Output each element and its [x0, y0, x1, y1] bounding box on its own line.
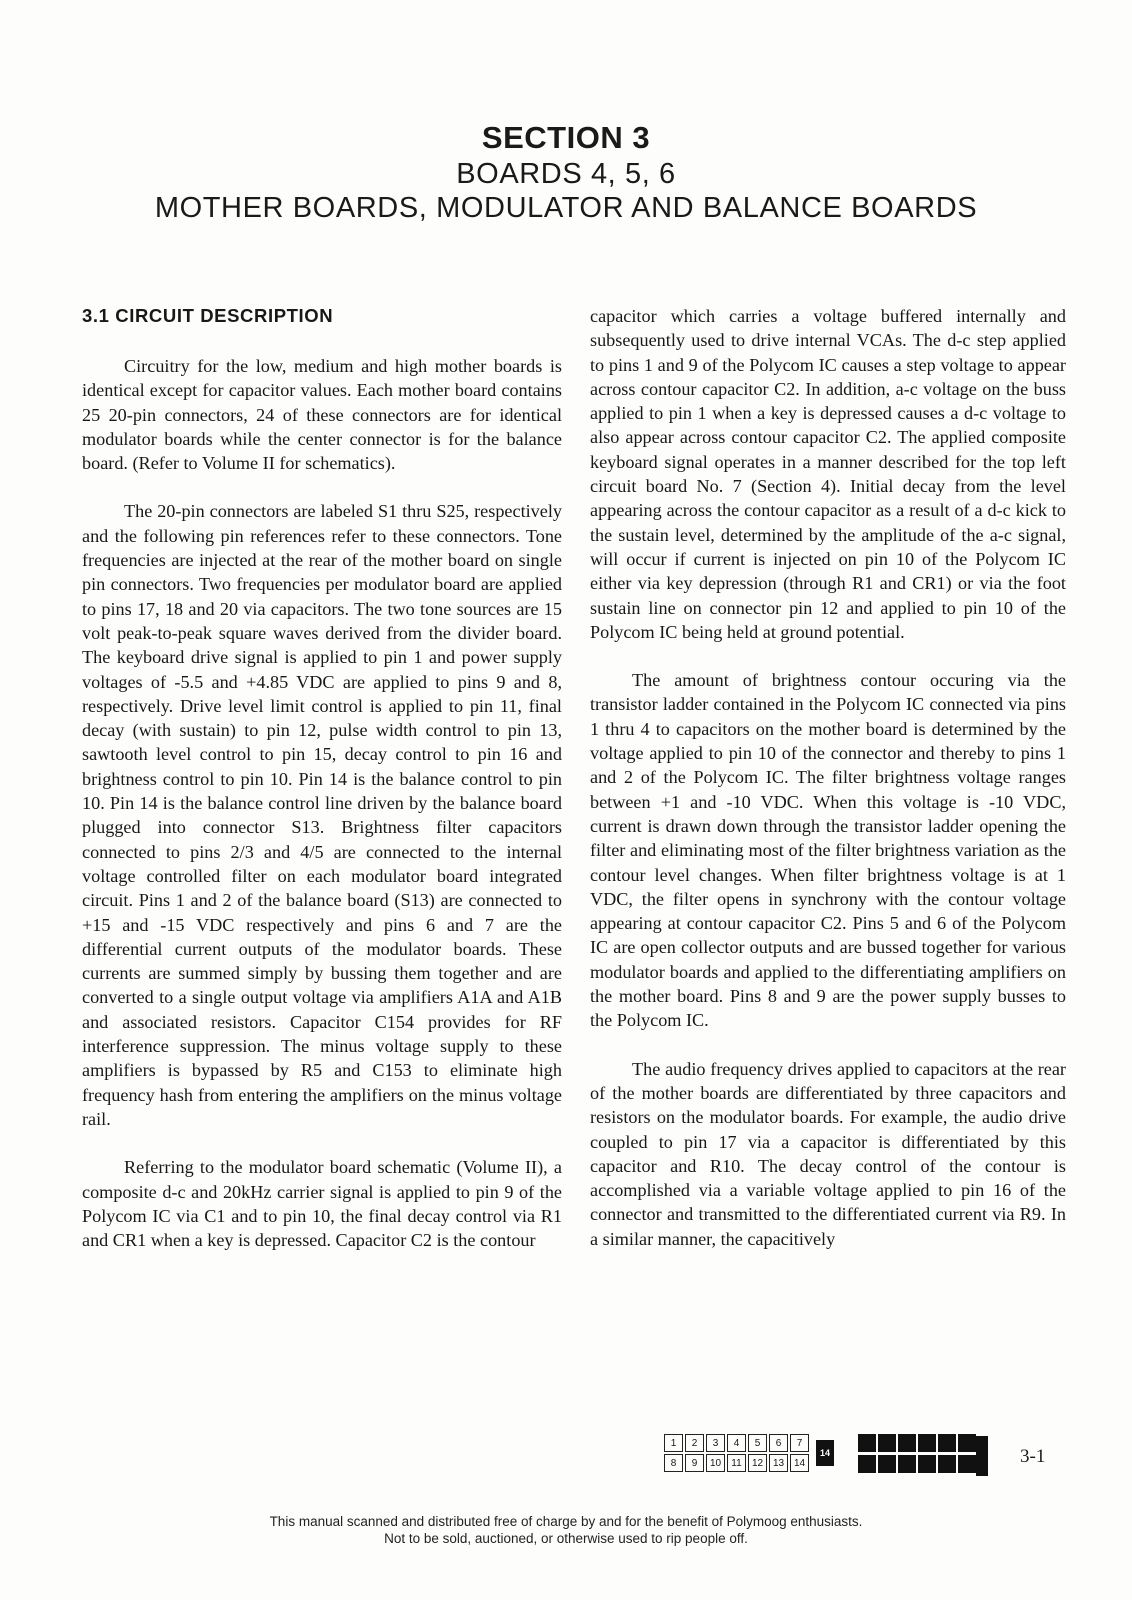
board-code: 9 — [685, 1454, 704, 1472]
highlighted-boards-graphic — [858, 1434, 988, 1476]
paragraph-audio-frequency: The audio frequency drives applied to capacitors at the rear of the mother boards are differentiated by three capacitors and resistors on the modulator boards. For example, the audio drive coupled to pin 17 via a capacitor is differentiated by this capacitor and R10. The decay control of the contour is accomplished via a variable voltage applied to pin 16 of the connector and transmitted to the differentiated current via R9. In a similar manner, the capacitively — [590, 1058, 1066, 1249]
section-number: SECTION 3 — [481, 120, 651, 155]
board-code: 14 — [790, 1454, 809, 1472]
board-code: 1 — [664, 1434, 683, 1452]
scan-disclaimer — [0, 1513, 1132, 1547]
board-code: 3 — [706, 1434, 725, 1452]
board-code: 4 — [727, 1434, 746, 1452]
board-code: 7 — [790, 1434, 809, 1452]
boards-title: BOARDS 4, 5, 6 — [456, 157, 676, 190]
board-number-grid — [664, 1434, 809, 1472]
board-code: 12 — [748, 1454, 767, 1472]
paragraph-connectors: The 20-pin connectors are labeled S1 thru S25, respectively and the following pin references refer to these connectors. Tone frequencies are injected at the rear of the mother board on single pin connectors. Two frequencies per modulator board are applied to pins 17, 18 and 20 via capacitors. The two tone sources are 15 volt peak-to-peak square waves derived from the divider board. The keyboard drive signal is applied to pin 1 and power supply voltages of -5.5 and +4.85 VDC are applied to pins 9 and 8, respectively. Drive level limit control is applied to pin 11, final decay (with sustain) to pin 12, pulse width control to pin 13, sawtooth level control to pin 15, decay control to pin 16 and brightness control to pin 10. Pin 14 is the balance control to pin 10. Pin 14 is the balance control line driven by the balance board plugged into connector S13. Brightness filter capacitors connected to pins 2/3 and 4/5 are connected to the internal voltage controlled filter on each modulator board integrated circuit. Pins 1 and 2 of the balance board (S13) are connected to +15 and -15 VDC respectively and pins 6 and 7 are the differential current outputs of the modulator boards. These currents are summed simply by bussing them together and are converted to a single output voltage via amplifiers A1A and A1B and associated resistors. Capacitor C154 provides for RF interference suppression. The minus voltage supply to these amplifiers is bypassed by R5 and C153 to eliminate high frequency hash from entering the amplifiers on the minus voltage rail. — [82, 501, 562, 1129]
disclaimer-line: Not to be sold, auctioned, or otherwise used to rip people off. — [384, 1531, 748, 1546]
paragraph-modulator-schematic: Referring to the modulator board schematic (Volume II), a composite d-c and 20kHz carrier signal is applied to pin 9 of the Polycom IC via C1 and to pin 10, the final decay control via R1 and CR1 when a key is depressed. Capacitor C2 is the contour — [82, 1157, 562, 1251]
board-code: 11 — [727, 1454, 746, 1472]
right-column — [590, 304, 1066, 1275]
board-code: 6 — [769, 1434, 788, 1452]
circuit-description-heading: 3.1 CIRCUIT DESCRIPTION — [82, 305, 334, 326]
section-title-block — [0, 120, 1132, 225]
board-code: 13 — [769, 1454, 788, 1472]
disclaimer-line: This manual scanned and distributed free of charge by and for the benefit of Polymoog enthusiasts. — [269, 1514, 863, 1529]
board-code: 5 — [748, 1434, 767, 1452]
board-locator-diagram — [664, 1434, 1064, 1486]
board-code: 10 — [706, 1454, 725, 1472]
page-number: 3-1 — [1020, 1446, 1046, 1467]
board-code: 2 — [685, 1434, 704, 1452]
paragraph-mother-boards: Circuitry for the low, medium and high mother boards is identical except for capacitor values. Each mother board contains 25 20-pin connectors, 24 of these connectors are for identical modulator boards while the center connector is for the balance board. (Refer to Volume II for schematics). — [82, 356, 562, 474]
paragraph-contour-capacitor: capacitor which carries a voltage buffered internally and subsequently used to drive internal VCAs. The d-c step applied to pins 1 and 9 of the Polycom IC causes a step voltage to appear across contour capacitor C2. In addition, a-c voltage on the buss applied to pin 1 when a key is depressed causes a d-c voltage to also appear across contour capacitor C2. The applied composite keyboard signal operates in a manner described for the top left circuit board No. 7 (Section 4). Initial decay from the level appearing across the contour capacitor as a result of a d-c kick to the sustain level, determined by the amplitude of the a-c signal, will occur if current is injected on pin 10 of the Polycom IC either via key depression (through R1 and CR1) or via the foot sustain line on connector pin 12 and applied to pin 10 of the Polycom IC being held at ground potential. — [590, 306, 1066, 642]
board-code: 8 — [664, 1454, 683, 1472]
section-subtitle: MOTHER BOARDS, MODULATOR AND BALANCE BOARDS — [154, 191, 978, 224]
board-badge: 14 — [816, 1440, 834, 1466]
paragraph-brightness-contour: The amount of brightness contour occuring via the transistor ladder contained in the Polycom IC connected via pins 1 thru 4 to capacitors on the mother board is determined by the voltage applied to pin 10 of the connector and thereby to pins 1 and 2 of the Polycom IC. The filter brightness voltage ranges between +1 and -10 VDC. When this voltage is -10 VDC, current is drawn down through the transistor ladder opening the filter and eliminating most of the filter brightness variation as the contour level changes. When filter brightness voltage is at 1 VDC, the filter opens in synchrony with the contour voltage appearing at contour capacitor C2. Pins 5 and 6 of the Polycom IC are open collector outputs and are bussed together for various modulator boards and applied to the differentiating amplifiers on the mother board. Pins 8 and 9 are the power supply busses to the Polycom IC. — [590, 670, 1066, 1031]
left-column — [82, 304, 562, 1276]
